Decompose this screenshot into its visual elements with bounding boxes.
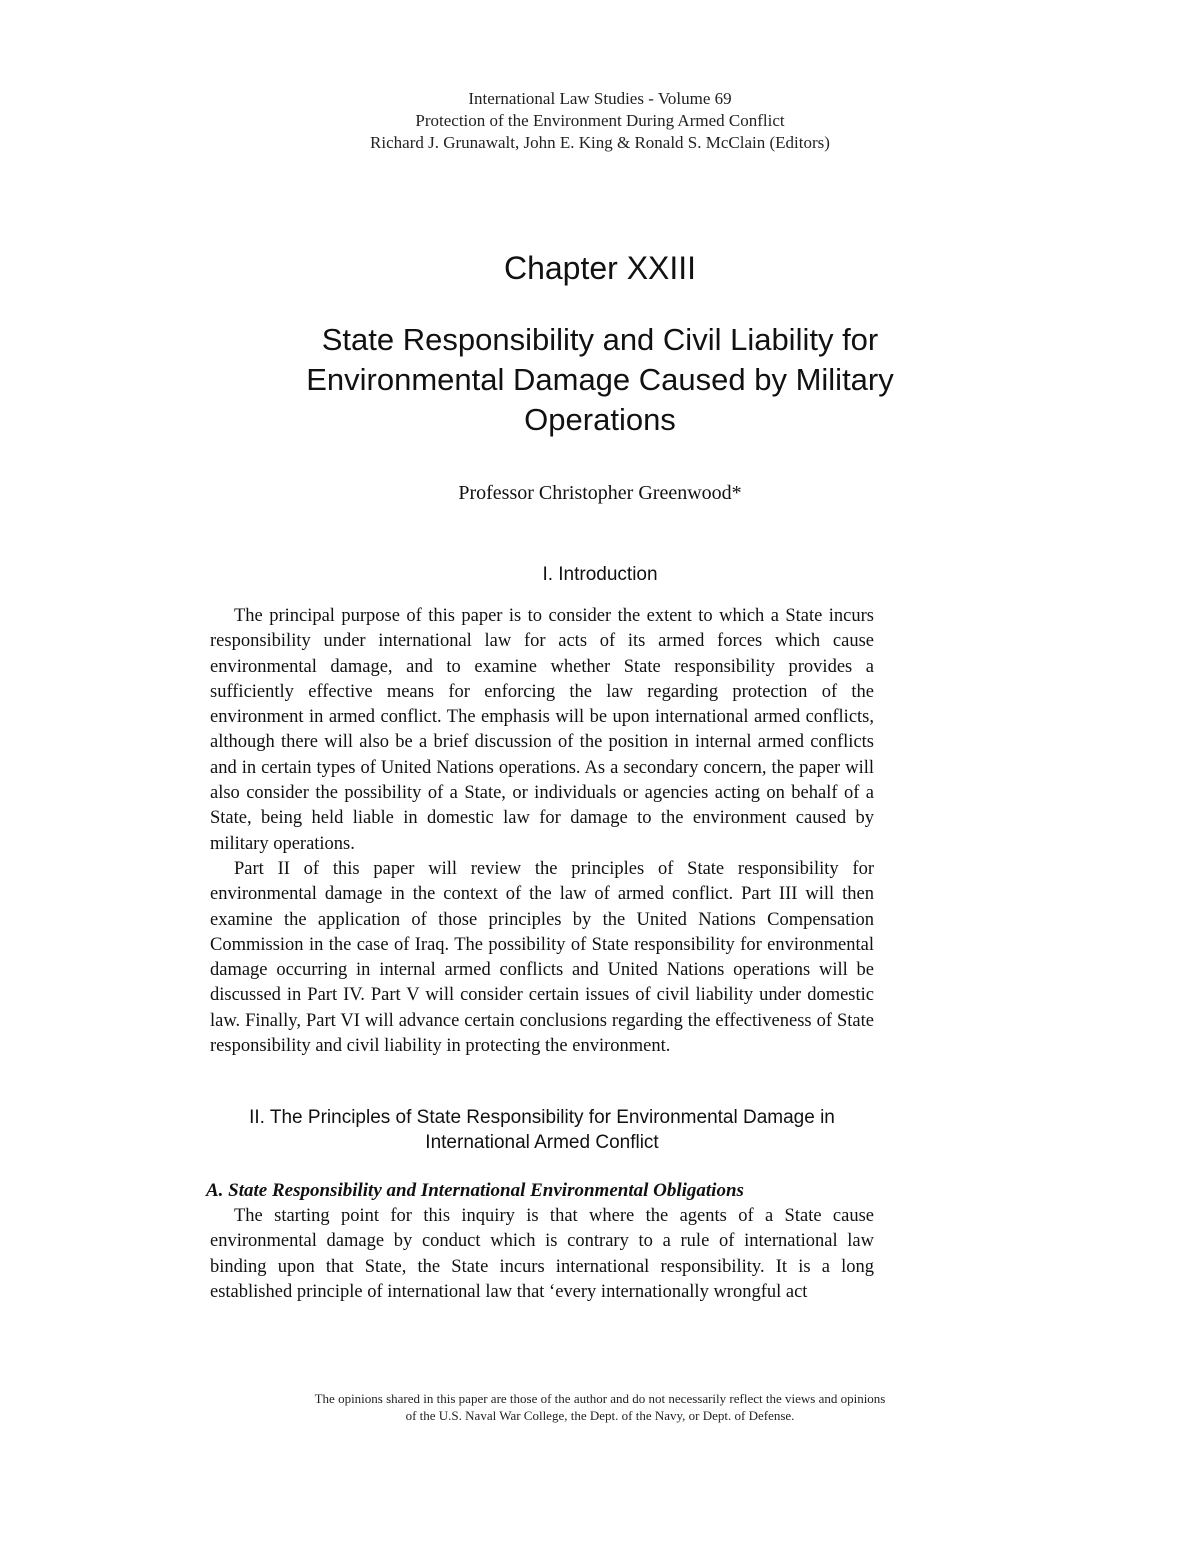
subsection-body xyxy=(210,1204,874,1305)
footnote-line-1: The opinions shared in this paper are those of the author and do not necessarily reflect the views and opinions xyxy=(314,1391,886,1406)
title-line-1: State Responsibility and Civil Liability for xyxy=(321,322,879,357)
section-heading-introduction: I. Introduction xyxy=(542,564,658,585)
author-name: Professor Christopher Greenwood* xyxy=(458,482,742,504)
subsection-heading: A. State Responsibility and International Environmental Obligations xyxy=(206,1180,744,1201)
title-line-3: Operations xyxy=(524,402,676,437)
introduction-body xyxy=(210,604,874,1059)
header-volume-title-line: Protection of the Environment During Armed Conflict xyxy=(415,111,785,130)
section-heading-line-2: International Armed Conflict xyxy=(425,1132,659,1153)
section-heading-principles xyxy=(210,1105,874,1155)
chapter-title xyxy=(0,320,1200,440)
chapter-number: Chapter XXIII xyxy=(503,250,697,286)
header-editors-line: Richard J. Grunawalt, John E. King & Ronald S. McClain (Editors) xyxy=(370,133,830,152)
paragraph: The starting point for this inquiry is that where the agents of a State cause environmental damage by conduct which is contrary to a rule of international law binding upon that State, the State incurs international responsibility. It is a long established principle of international law that ‘every internationally wrongful act xyxy=(210,1206,874,1302)
title-line-2: Environmental Damage Caused by Military xyxy=(306,362,894,397)
section-heading-line-1: II. The Principles of State Responsibility for Environmental Damage in xyxy=(249,1107,835,1128)
disclaimer-footnote xyxy=(0,1390,1200,1424)
publication-header xyxy=(0,88,1200,154)
paragraph: The principal purpose of this paper is to consider the extent to which a State incurs responsibility under international law for acts of its armed forces which cause environmental damage, and to examine whether State responsibility provides a sufficiently effective means for enforcing the law regarding protection of the environment in armed conflict. The emphasis will be upon international armed conflicts, although there will also be a brief discussion of the position in internal armed conflicts and in certain types of United Nations operations. As a secondary concern, the paper will also consider the possibility of a State, or individuals or agencies acting on behalf of a State, being held liable in domestic law for damage to the environment caused by military operations. xyxy=(210,606,874,854)
footnote-line-2: of the U.S. Naval War College, the Dept. of the Navy, or Dept. of Defense. xyxy=(405,1408,795,1423)
paragraph: Part II of this paper will review the principles of State responsibility for environmental damage in the context of the law of armed conflict. Part III will then examine the application of those principles by the United Nations Compensation Commission in the case of Iraq. The possibility of State responsibility for environmental damage occurring in internal armed conflicts and United Nations operations will be discussed in Part IV. Part V will consider certain issues of civil liability under domestic law. Finally, Part VI will advance certain conclusions regarding the effectiveness of State responsibility and civil liability in protecting the environment. xyxy=(210,858,874,1057)
header-series-line: International Law Studies - Volume 69 xyxy=(468,89,732,108)
